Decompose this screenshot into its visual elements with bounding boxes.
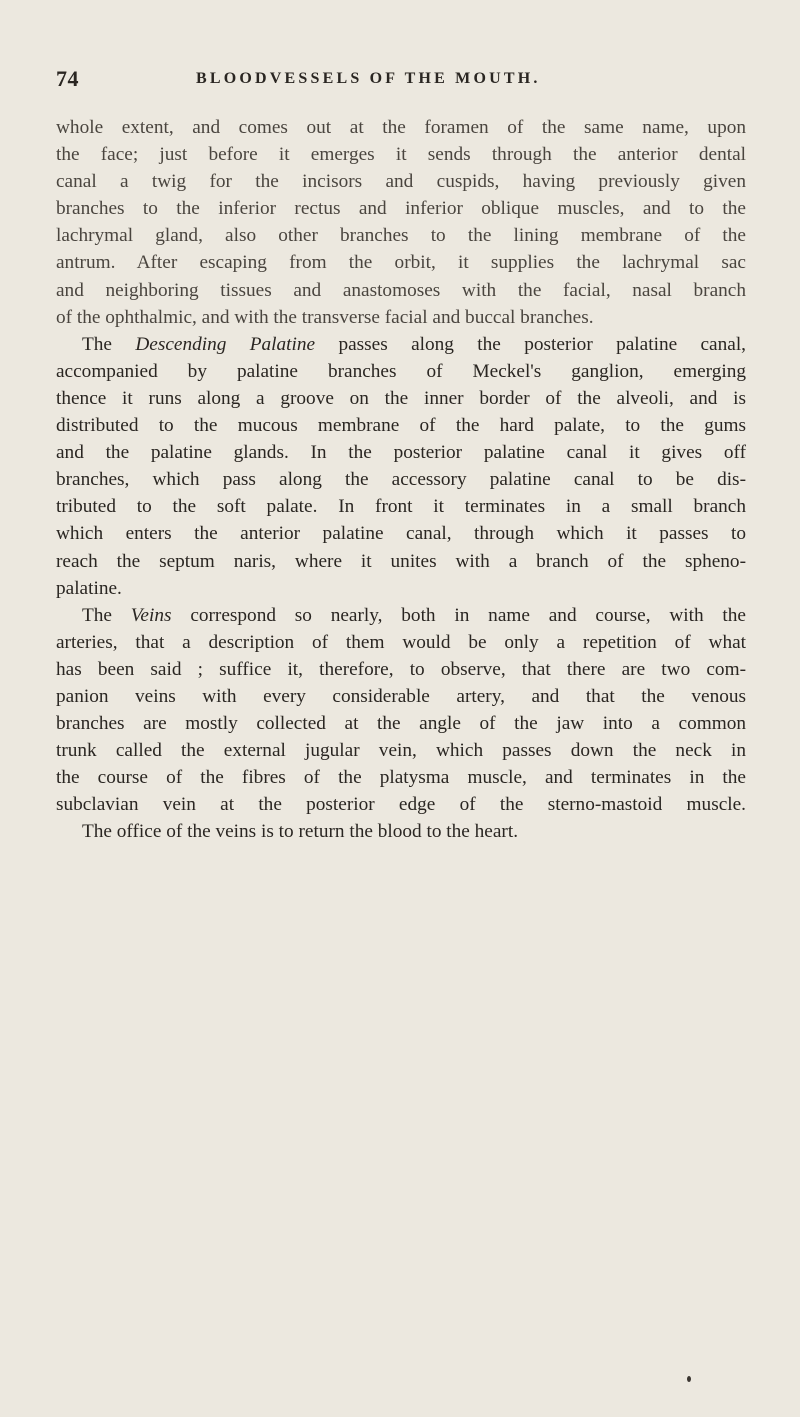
paragraph-infraorbital [56,114,746,331]
text-run: passes along the posterior palatine canal, [338,333,746,355]
body-text [56,114,746,846]
text-line: the face; just before it emerges it sends through the anterior dental [56,144,746,166]
text-line: lachrymal gland, also other branches to the lining membrane of the [56,225,746,247]
text-line: branches, which pass along the accessory palatine canal to be dis- [56,469,746,491]
text-line: subclavian vein at the posterior edge of the sterno-mastoid muscle. [56,794,746,816]
page-number: 74 [56,66,79,91]
text-line [56,331,746,358]
text-line: panion veins with every considerable artery, and that the venous [56,685,746,707]
text-line: trunk called the external jugular vein, which passes down the neck in [56,740,746,762]
text-line [56,602,746,629]
text-line: palatine. [56,577,122,599]
text-line: branches to the inferior rectus and inferior oblique muscles, and to the [56,198,746,220]
text-line: antrum. After escaping from the orbit, it supplies the lachrymal sac [56,252,746,274]
text-line: distributed to the mucous membrane of the hard palate, to the gums [56,415,746,437]
text-line: accompanied by palatine branches of Meckel's ganglion, emerging [56,360,746,382]
page-header [56,66,746,96]
text-line: and the palatine glands. In the posterior palatine canal it gives off [56,442,746,464]
text-line: and neighboring tissues and anastomoses with the facial, nasal branch [56,279,746,301]
text-line: thence it runs along a groove on the inner border of the alveoli, and is [56,387,746,409]
running-head: BLOODVESSELS OF THE MOUTH. [196,70,541,87]
text-line: the course of the fibres of the platysma muscle, and terminates in the [56,767,746,789]
text-line: tributed to the soft palate. In front it terminates in a small branch [56,496,746,518]
italic-term: Veins [130,604,172,626]
paragraph-veins [56,602,746,846]
text-run: correspond so nearly, both in name and course, with the [190,604,746,626]
ink-speck [687,1376,691,1382]
text-line: The office of the veins is to return the blood to the heart. [82,821,519,843]
text-line: whole extent, and comes out at the foramen of the same name, upon [56,117,746,138]
text-line: arteries, that a description of them would be only a repetition of what [56,631,746,653]
text-line: reach the septum naris, where it unites with a branch of the spheno- [56,550,746,572]
paragraph-lead: The [82,333,112,355]
text-line: of the ophthalmic, and with the transverse facial and buccal branches. [56,306,594,328]
paragraph-descending-palatine [56,331,746,602]
text-line: which enters the anterior palatine canal, through which it passes to [56,523,746,545]
paragraph-lead: The [82,604,112,626]
text-line: canal a twig for the incisors and cuspids, having previously given [56,171,746,193]
text-line: has been said ; suffice it, therefore, to observe, that there are two com- [56,658,746,680]
text-line: branches are mostly collected at the angle of the jaw into a common [56,713,746,735]
italic-term: Descending Palatine [135,333,316,355]
